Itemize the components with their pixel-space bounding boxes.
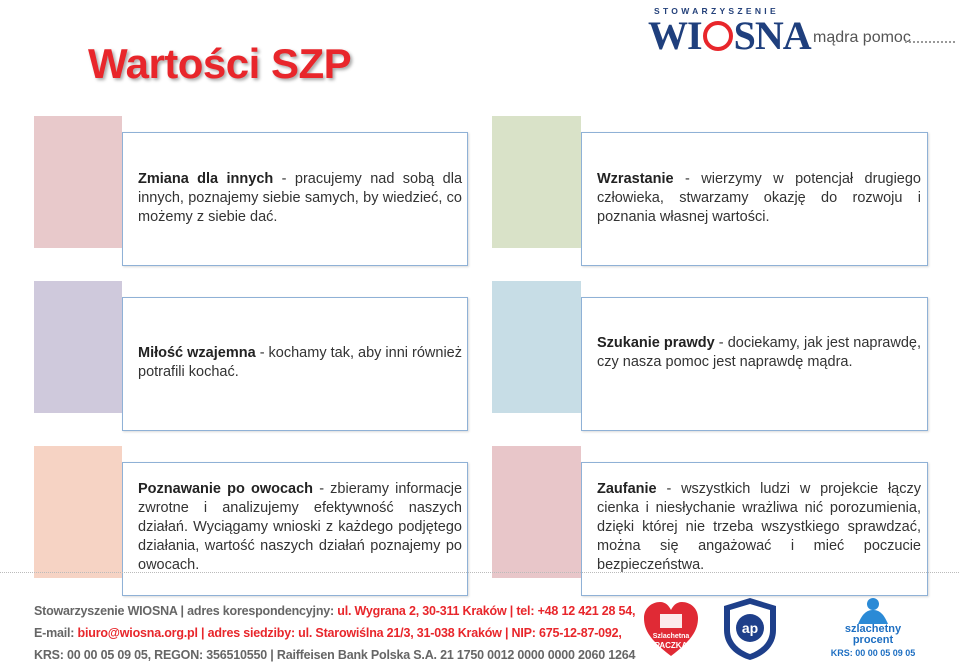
shield-label: ap	[741, 620, 759, 636]
card-swatch	[34, 281, 122, 413]
paczka-line2: PACZKA	[654, 641, 688, 650]
footer-email: biuro@wiosna.org.pl | adres siedziby: ul. Starowiślna 21/3, 31-038 Kraków | NIP: 675-12-87-092,	[74, 626, 622, 640]
procent-line1: szlachetny	[844, 623, 902, 635]
footer-contact	[34, 600, 635, 666]
logo-dots	[905, 41, 955, 43]
card-heading: Zmiana dla innych	[138, 171, 274, 187]
szlachetny-procent-logo	[818, 596, 928, 662]
card-text	[597, 334, 921, 372]
paczka-line1: Szlachetna	[652, 633, 690, 640]
card-heading: Wzrastanie	[597, 171, 674, 187]
logo-wordmark	[648, 12, 811, 59]
footer-org: Stowarzyszenie WIOSNA | adres korespondencyjny:	[34, 604, 334, 618]
card-text	[138, 480, 462, 575]
footer-bank: KRS: 00 00 05 09 05, REGON: 356510550 | Raiffeisen Bank Polska S.A. 21 1750 0012 0000 0000 2060 1264	[34, 648, 636, 662]
card-body: - kochamy tak, aby inni również potrafili kochać.	[138, 345, 462, 380]
card-body: - dociekamy, jak jest naprawdę, czy nasza pomoc jest naprawdę mądra.	[597, 335, 921, 370]
logo-word-right: SNA	[733, 13, 811, 58]
procent-figure-icon	[818, 596, 928, 626]
paczka-heart-icon	[640, 598, 702, 664]
card-heading: Miłość wzajemna	[138, 345, 256, 361]
procent-line2: procent	[852, 634, 894, 646]
logo-word-left: WI	[648, 13, 702, 58]
card-swatch	[492, 116, 581, 248]
logo-subtitle: STOWARZYSZENIE	[654, 6, 779, 16]
szlachetna-paczka-logo	[640, 598, 702, 664]
card-swatch	[492, 446, 581, 578]
wiosna-logo	[648, 4, 958, 66]
card-swatch	[492, 281, 581, 413]
card-text	[138, 170, 462, 227]
card-text	[597, 170, 921, 227]
card-swatch	[34, 446, 122, 578]
card-body: - wszystkich ludzi w projekcie łączy cienka i niesłychanie wrażliwa nić porozumienia, dzięki której nie trzeba wszystkiego sprawdzać, można się angażować i mieć poczucie bezpieczeństwa.	[597, 481, 921, 573]
card-body: - pracujemy nad sobą dla innych, poznajemy siebie samych, by wiedzieć, co możemy z siebie dać.	[138, 171, 463, 225]
card-body: - zbieramy informacje zwrotne i analizujemy efektywność naszych działań. Wyciągamy wnioski z każdego podjętego działania, wartość naszych działań poznajemy po owocach.	[138, 481, 463, 573]
footer-line-1	[34, 600, 635, 622]
shield-logo	[722, 596, 778, 662]
card-body: - wierzymy w potencjał drugiego człowieka, stwarzamy okazję do rozwoju i poznania własnej wartości.	[597, 171, 921, 225]
card-text	[138, 344, 462, 382]
footer-divider	[0, 572, 959, 573]
page-title: Wartości SZP	[88, 40, 352, 87]
card-swatch	[34, 116, 122, 248]
card-heading: Zaufanie	[597, 481, 657, 497]
procent-text	[818, 624, 928, 646]
procent-krs: KRS: 00 00 05 09 05	[830, 648, 916, 658]
footer-email-label: E-mail:	[34, 626, 75, 640]
card-text	[597, 480, 921, 575]
footer-line-3	[34, 644, 635, 666]
card-heading: Szukanie prawdy	[597, 335, 715, 351]
card-heading: Poznawanie po owocach	[138, 481, 314, 497]
logo-tagline: mądra pomoc	[813, 29, 911, 46]
logo-ring-icon	[703, 21, 733, 51]
paczka-text	[640, 632, 702, 650]
footer-address: ul. Wygrana 2, 30-311 Kraków | tel: +48 12 421 28 54,	[333, 604, 636, 618]
footer-line-2	[34, 622, 635, 644]
